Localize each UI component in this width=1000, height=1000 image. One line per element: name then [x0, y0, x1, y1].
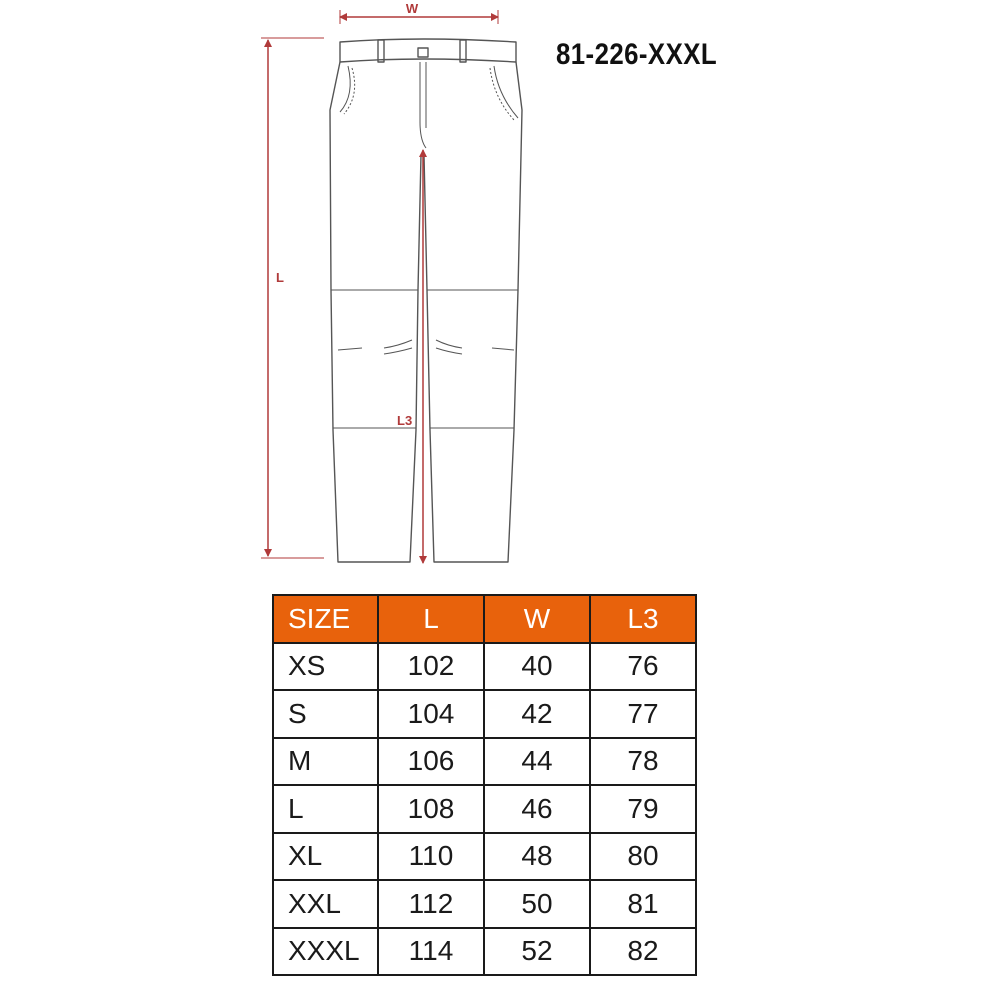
size-cell: XXXL [273, 928, 378, 976]
waist-button [418, 48, 428, 57]
table-row [273, 880, 696, 928]
width-label: W [405, 1, 419, 16]
size-cell: S [273, 690, 378, 738]
fly-stitch [420, 62, 426, 148]
dimension-lines [261, 10, 498, 563]
product-code: 81-226-XXXL [556, 38, 718, 71]
front-pocket-left [340, 66, 350, 112]
table-row [273, 785, 696, 833]
knee-dart [384, 340, 412, 348]
inseam-cell: 82 [590, 928, 696, 976]
length-cell: 110 [378, 833, 484, 881]
inseam-cell: 78 [590, 738, 696, 786]
width-cell: 44 [484, 738, 590, 786]
trousers-body [330, 62, 522, 562]
belt-loop [378, 40, 384, 62]
size-cell: XS [273, 643, 378, 691]
width-cell: 48 [484, 833, 590, 881]
inseam-cell: 80 [590, 833, 696, 881]
width-cell: 46 [484, 785, 590, 833]
inseam-label: L3 [397, 413, 413, 428]
trousers-outline [330, 39, 522, 562]
length-label: L [276, 270, 284, 285]
table-header-row [273, 595, 696, 643]
table-row [273, 643, 696, 691]
size-cell: XL [273, 833, 378, 881]
knee-dart [492, 348, 514, 350]
width-cell: 52 [484, 928, 590, 976]
width-cell: 50 [484, 880, 590, 928]
inseam-cell: 76 [590, 643, 696, 691]
length-cell: 106 [378, 738, 484, 786]
knee-dart [384, 348, 412, 354]
table-row [273, 738, 696, 786]
size-cell: XXL [273, 880, 378, 928]
header-inseam: L3 [590, 595, 696, 643]
belt-loop [460, 40, 466, 62]
header-size: SIZE [273, 595, 378, 643]
knee-dart [436, 340, 462, 348]
table-row [273, 690, 696, 738]
length-cell: 114 [378, 928, 484, 976]
length-cell: 104 [378, 690, 484, 738]
width-cell: 40 [484, 643, 590, 691]
table-row [273, 928, 696, 976]
width-cell: 42 [484, 690, 590, 738]
inseam-cell: 79 [590, 785, 696, 833]
length-cell: 102 [378, 643, 484, 691]
table-row [273, 833, 696, 881]
inseam-cell: 81 [590, 880, 696, 928]
length-cell: 112 [378, 880, 484, 928]
header-length: L [378, 595, 484, 643]
length-cell: 108 [378, 785, 484, 833]
size-cell: L [273, 785, 378, 833]
size-chart-table [272, 594, 697, 976]
header-width: W [484, 595, 590, 643]
knee-dart [436, 348, 462, 354]
size-cell: M [273, 738, 378, 786]
inseam-cell: 77 [590, 690, 696, 738]
knee-dart [338, 348, 362, 350]
